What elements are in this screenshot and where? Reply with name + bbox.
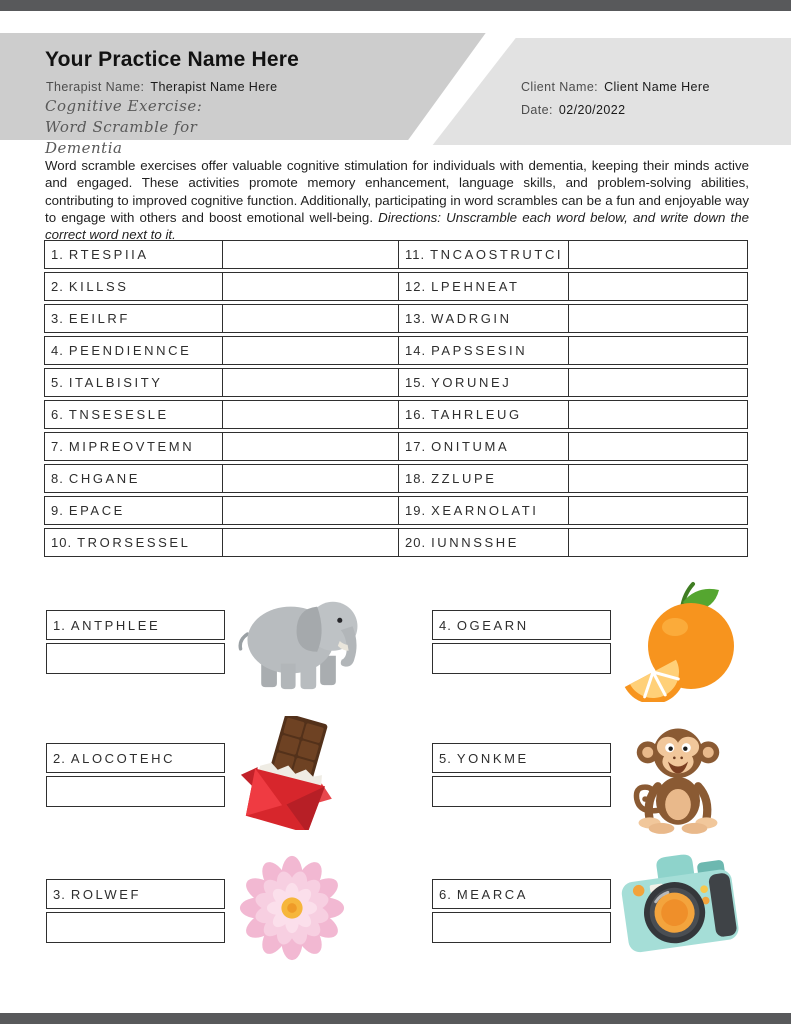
intro-body: Word scramble exercises offer valuable cognitive stimulation for individuals with dementia, keeping their minds active and engaged. These activities promote memory enhancement, language skills, and problem-solving abilities, contributing to improved cognitive function. Additionally, participating in word scrambles can be a fun and enjoyable way to engage with others and boost emotional well-being.: [45, 158, 749, 225]
scramble-cell: 2. KILLSS: [51, 279, 129, 294]
pink-flower-image: [237, 854, 347, 962]
answer-cell[interactable]: [568, 401, 747, 428]
table-row: [44, 240, 748, 269]
scramble-cell: 15. YORUNEJ: [398, 369, 568, 396]
intro-directions: Directions: Unscramble each word below, and write down the correct word next to it.: [45, 209, 749, 243]
scramble-cell: 1. ANTPHLEE: [46, 610, 225, 640]
answer-cell[interactable]: [222, 273, 398, 300]
scramble-cell: 3. ROLWEF: [46, 879, 225, 909]
answer-cell[interactable]: [432, 776, 611, 807]
answer-cell[interactable]: [222, 529, 398, 556]
therapist-name-value: Therapist Name Here: [150, 80, 278, 94]
client-name-value: Client Name Here: [604, 80, 710, 94]
chocolate-bar-image: [241, 716, 337, 830]
answer-cell[interactable]: [222, 465, 398, 492]
scramble-cell: 4. PEENDIENNCE: [51, 343, 192, 358]
scramble-cell: 6. TNSESESLE: [51, 407, 169, 422]
answer-cell[interactable]: [568, 337, 747, 364]
table-row: [44, 528, 748, 557]
answer-cell[interactable]: [222, 497, 398, 524]
picture-scramble-1: [46, 610, 225, 674]
table-row: [44, 368, 748, 397]
answer-cell[interactable]: [46, 776, 225, 807]
intro-paragraph: [45, 157, 749, 243]
answer-cell[interactable]: [46, 912, 225, 943]
date-value: 02/20/2022: [558, 103, 626, 117]
answer-cell[interactable]: [568, 369, 747, 396]
table-row: [44, 304, 748, 333]
answer-cell[interactable]: [568, 241, 747, 268]
answer-cell[interactable]: [222, 337, 398, 364]
answer-cell[interactable]: [222, 305, 398, 332]
picture-scramble-4: [432, 610, 611, 674]
answer-cell[interactable]: [46, 643, 225, 674]
word-scramble-table: [44, 240, 748, 557]
orange-image: [619, 580, 735, 702]
answer-cell[interactable]: [222, 369, 398, 396]
table-row: [44, 336, 748, 365]
answer-cell[interactable]: [568, 465, 747, 492]
scramble-cell: 14. PAPSSESIN: [398, 337, 568, 364]
answer-cell[interactable]: [432, 643, 611, 674]
answer-cell[interactable]: [568, 529, 747, 556]
answer-cell[interactable]: [568, 497, 747, 524]
answer-cell[interactable]: [432, 912, 611, 943]
table-row: [44, 272, 748, 301]
answer-cell[interactable]: [222, 401, 398, 428]
scramble-cell: 5. ITALBISITY: [51, 375, 163, 390]
scramble-cell: 19. XEARNOLATI: [398, 497, 568, 524]
table-row: [44, 432, 748, 461]
scramble-cell: 16. TAHRLEUG: [398, 401, 568, 428]
top-accent-bar: [0, 0, 791, 11]
practice-name-title: Your Practice Name Here: [45, 48, 299, 71]
scramble-cell: 7. MIPREOVTEMN: [51, 439, 195, 454]
monkey-image: [623, 718, 733, 838]
answer-cell[interactable]: [568, 433, 747, 460]
exercise-title: Cognitive Exercise: Word Scramble for Dementia: [45, 97, 203, 157]
date-row: [521, 103, 625, 117]
scramble-cell: 10. TRORSESSEL: [51, 535, 191, 550]
client-name-label: Client Name:: [521, 80, 599, 94]
scramble-cell: 12. LPEHNEAT: [398, 273, 568, 300]
answer-cell[interactable]: [222, 241, 398, 268]
picture-scramble-5: [432, 743, 611, 807]
bottom-accent-bar: [0, 1013, 791, 1024]
date-label: Date:: [521, 103, 553, 117]
answer-cell[interactable]: [568, 273, 747, 300]
scramble-cell: 8. CHGANE: [51, 471, 141, 486]
table-row: [44, 400, 748, 429]
client-name-row: [521, 80, 710, 94]
scramble-cell: 5. YONKME: [432, 743, 611, 773]
therapist-name-label: Therapist Name:: [46, 80, 145, 94]
answer-cell[interactable]: [222, 433, 398, 460]
scramble-cell: 3. EEILRF: [51, 311, 130, 326]
scramble-cell: 9. EPACE: [51, 503, 125, 518]
table-row: [44, 496, 748, 525]
camera-image: [615, 852, 745, 966]
elephant-image: [233, 585, 367, 695]
scramble-cell: 17. ONITUMA: [398, 433, 568, 460]
scramble-cell: 1. RTESPIIA: [51, 247, 149, 262]
picture-scramble-3: [46, 879, 225, 943]
scramble-cell: 13. WADRGIN: [398, 305, 568, 332]
answer-cell[interactable]: [568, 305, 747, 332]
scramble-cell: 4. OGEARN: [432, 610, 611, 640]
scramble-cell: 20. IUNNSSHE: [398, 529, 568, 556]
therapist-name-row: [46, 80, 278, 94]
scramble-cell: 11. TNCAOSTRUTCI: [398, 241, 568, 268]
picture-scramble-2: [46, 743, 225, 807]
scramble-cell: 2. ALOCOTEHC: [46, 743, 225, 773]
scramble-cell: 6. MEARCA: [432, 879, 611, 909]
picture-scramble-6: [432, 879, 611, 943]
scramble-cell: 18. ZZLUPE: [398, 465, 568, 492]
table-row: [44, 464, 748, 493]
